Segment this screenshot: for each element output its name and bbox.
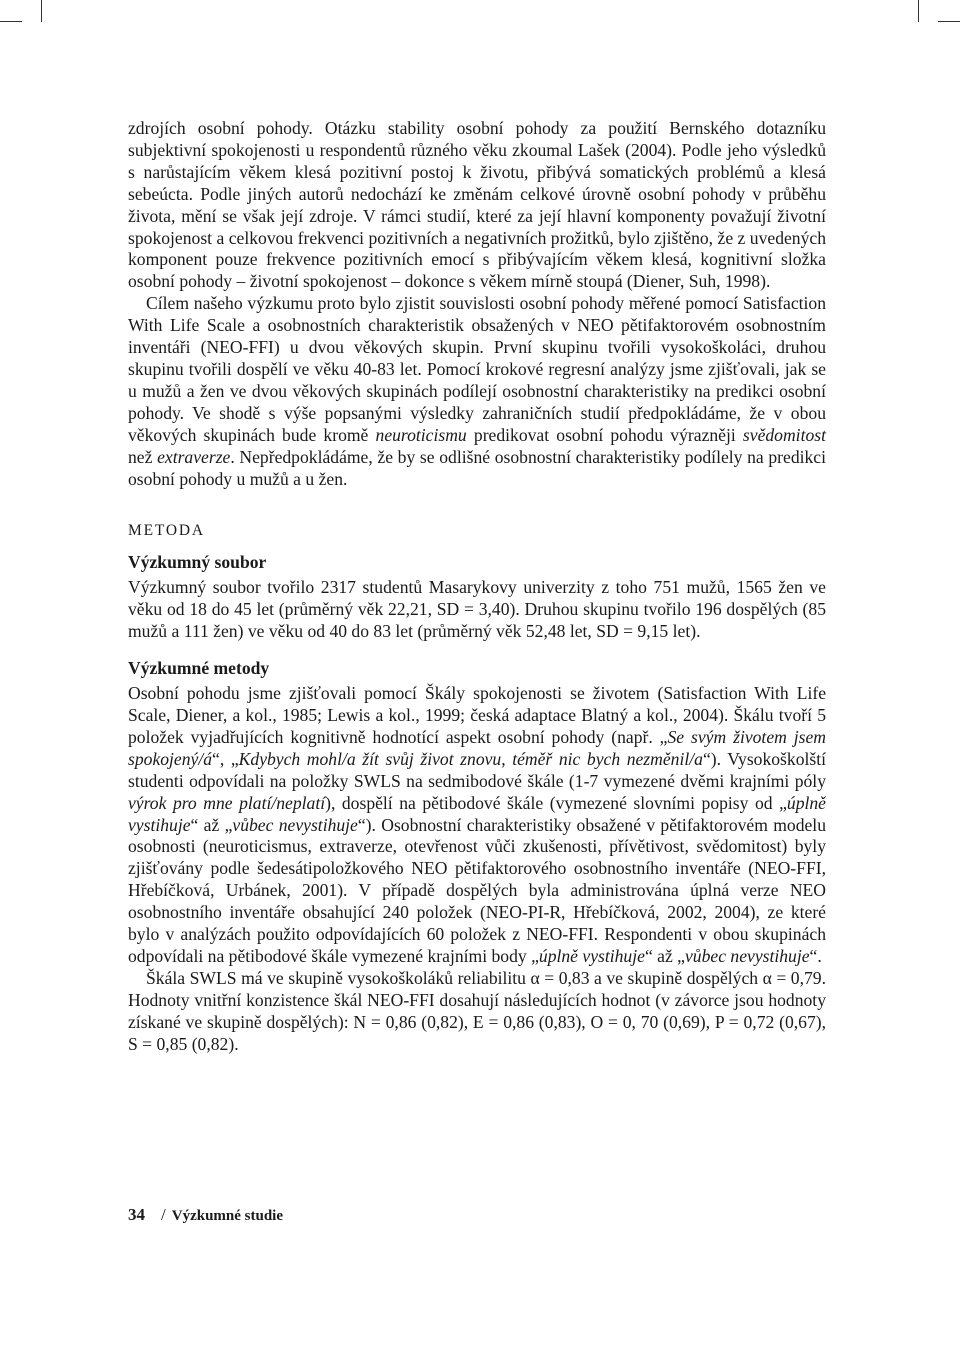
section-heading-method: METODA	[128, 522, 205, 540]
paragraph-methods: Osobní pohodu jsme zjišťovali pomocí Škály spokojenosti se životem (Satisfaction With Life Scale, Diener, a kol., 1985; Lewis a kol., 1999; česká adaptace Blatný a kol., 2004). Škálu tvoří 5 položek vyjadřujících kognitivně hodnotící aspekt osobní pohody (např. „Se svým životem jsem spokojený/á“, „Kdybych mohl/a žít svůj život znovu, téměř nic bych nezměnil/a“). Vysokoškolští studenti odpovídali na položky SWLS na sedmibodové škále (1-7 vymezené dvěmi krajními póly výrok pro mne platí/neplatí), dospělí na pětibodové škále (vymezené slovními popisy od „úplně vystihuje“ až „vůbec nevystihuje“). Osobnostní charakteristiky obsažené v pětifaktorovém modelu osobnosti (neuroticismus, extraverze, otevřenost vůči zkušenosti, přívětivost, svědomitost) byly zjišťovány podle šedesátipoložkového NEO pětifaktorového osobnostního inventáře (NEO-FFI, Hřebíčková, Urbánek, 2001). V případě dospělých byla administrována úplná verze NEO osobnostního inventáře obsahující 240 položek (NEO-PI-R, Hřebíčková, 2002, 2004), ze které bylo v analýzách použito odpovídajících 60 položek z NEO-FFI. Respondenti v obou skupinách odpovídali na pětibodové škále vymezené krajními body „úplně vystihuje“ až „vůbec nevystihuje“.	[128, 683, 827, 966]
page-footer	[128, 1205, 283, 1225]
footer-section-name: Výzkumné studie	[171, 1208, 283, 1224]
page-body	[128, 118, 826, 1056]
paragraph-sample: Výzkumný soubor tvořilo 2317 studentů Masarykovy univerzity z toho 751 mužů, 1565 žen ve věku od 18 do 45 let (průměrný věk 22,21, SD = 3,40). Druhou skupinu tvořilo 196 dospělých (85 mužů a 111 žen) ve věku od 40 do 83 let (průměrný věk 52,48 let, SD = 9,15 let).	[128, 577, 826, 642]
paragraph-reliability: Škála SWLS má ve skupině vysokoškoláků reliabilitu α = 0,83 a ve skupině dospělých α = 0,79. Hodnoty vnitřní konzistence škál NEO-FFI dosahují následujících hodnot (v závorce jsou hodnoty získané ve skupině dospělých): N = 0,86 (0,82), E = 0,86 (0,83), O = 0, 70 (0,69), P = 0,72 (0,67), S = 0,85 (0,82).	[128, 967, 826, 1054]
subheading-methods: Výzkumné metody	[128, 658, 270, 679]
footer-separator: /	[161, 1205, 166, 1224]
crop-mark	[938, 21, 960, 22]
subheading-sample: Výzkumný soubor	[128, 552, 267, 573]
paragraph-aim: Cílem našeho výzkumu proto bylo zjistit souvislosti osobní pohody měřené pomocí Satisfaction With Life Scale a osobnostních charakteristik obsažených v NEO pětifaktorovém osobnostním inventáři (NEO-FFI) u dvou věkových skupin. První skupinu tvořili vysokoškoláci, druhou skupinu tvořili dospělí ve věku 40-83 let. Pomocí krokové regresní analýzy jsme zjišťovali, jak se u mužů a žen ve dvou věkových skupinách podílejí osobnostní charakteristiky na predikci osobní pohody. Ve shodě s výše popsanými výsledky zahraničních studií předpokládáme, že v obou věkových skupinách bude kromě neuroticismu predikovat osobní pohodu výrazněji svědomitost než extraverze. Nepředpokládáme, že by se odlišné osobnostní charakteristiky podílely na predikci osobní pohody u mužů a u žen.	[128, 293, 826, 489]
paragraph-intro: zdrojích osobní pohody. Otázku stability osobní pohody za použití Bernského dotazníku subjektivní spokojenosti u respondentů různého věku zkoumal Lašek (2004). Podle jeho výsledků s narůstajícím věkem klesá pozitivní postoj k životu, přibývá somatických problémů a klesá sebeúcta. Podle jiných autorů nedochází ke změnám celkové úrovně osobní pohody v průběhu života, mění se však její zdroje. V rámci studií, které za její hlavní komponenty považují životní spokojenost a celkovou frekvenci pozitivních a negativních prožitků, bylo zjištěno, že z uvedených komponent pouze frekvence pozitivních emocí s přibývajícím věkem klesá, kognitivní složka osobní pohody – životní spokojenost – dokonce s věkem mírně stoupá (Diener, Suh, 1998).	[128, 118, 826, 292]
crop-mark	[0, 21, 22, 22]
crop-mark	[41, 0, 42, 22]
crop-mark	[918, 0, 919, 22]
page-number: 34	[128, 1205, 145, 1224]
